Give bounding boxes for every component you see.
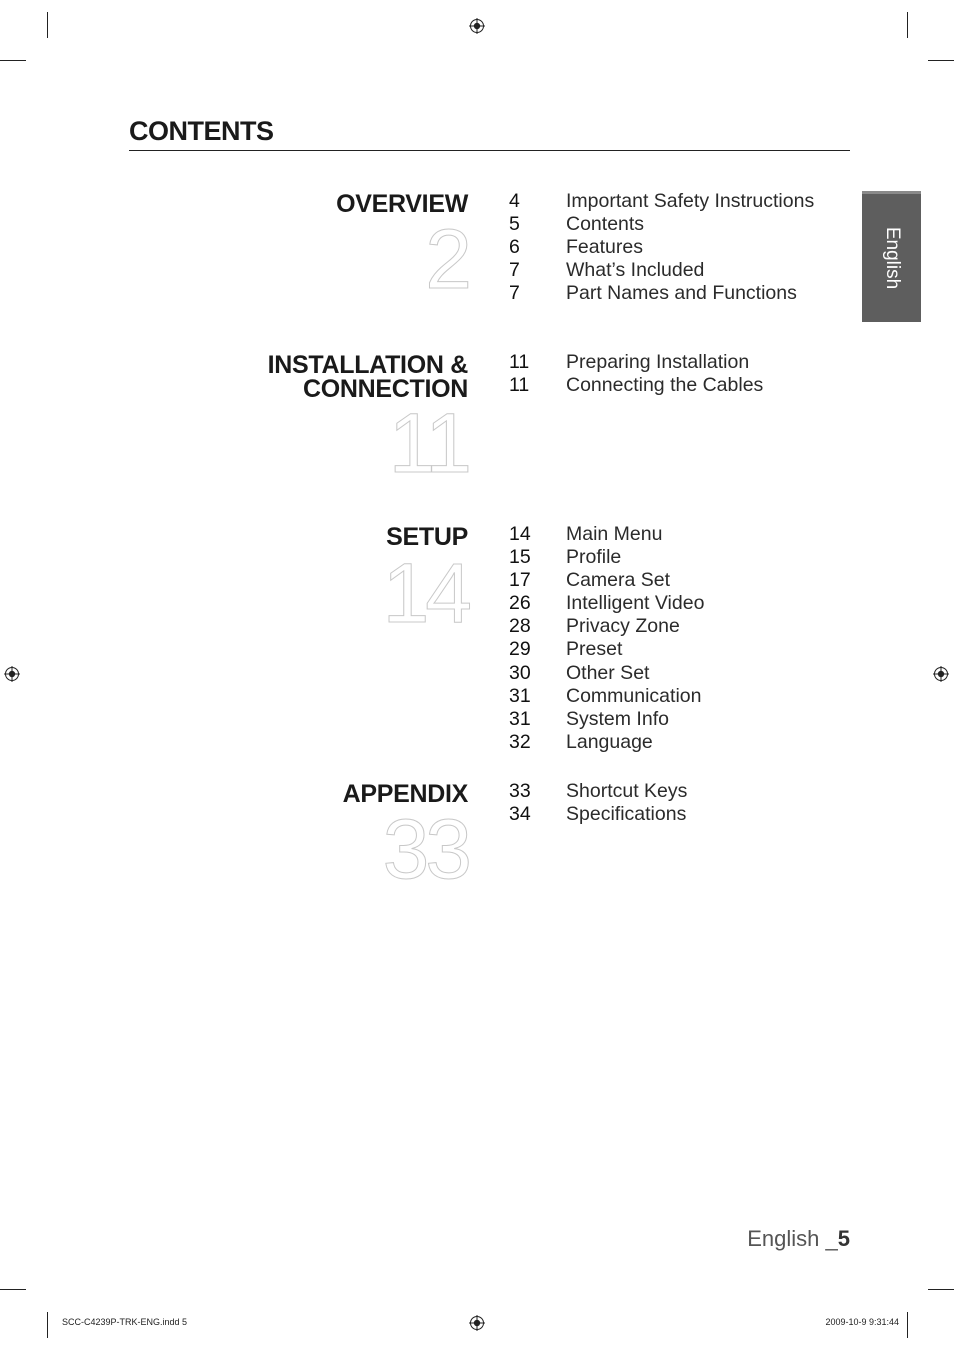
- slug-timestamp: 2009-10-9 9:31:44: [825, 1317, 899, 1327]
- crop-mark: [0, 1289, 26, 1290]
- toc-entry-title: Contents: [566, 213, 645, 236]
- section-title-line: INSTALLATION &: [267, 351, 468, 379]
- registration-mark-icon: [469, 1315, 485, 1331]
- toc-entry-title: Privacy Zone: [566, 615, 680, 638]
- toc-entry[interactable]: [509, 662, 704, 685]
- toc-list-appendix: [509, 780, 687, 826]
- toc-page-number: 14: [509, 523, 531, 545]
- toc-page-number: 31: [509, 707, 531, 730]
- toc-page-number: 6: [509, 236, 520, 259]
- toc-entry[interactable]: [509, 546, 704, 569]
- toc-entry-title: Preset: [566, 638, 623, 661]
- toc-entry[interactable]: [509, 523, 704, 546]
- toc-page-number: 26: [509, 592, 531, 615]
- toc-entry-title: What’s Included: [566, 259, 705, 282]
- toc-entry[interactable]: [509, 259, 814, 282]
- toc-entry-title: Camera Set: [566, 569, 671, 592]
- crop-mark: [47, 1312, 48, 1338]
- section-title-line: CONNECTION: [302, 375, 468, 403]
- toc-page-number: 29: [509, 638, 531, 661]
- toc-entry[interactable]: [509, 803, 687, 826]
- toc-page-number: 30: [509, 661, 531, 684]
- toc-entry[interactable]: [509, 190, 814, 213]
- toc-entry-title: Shortcut Keys: [566, 780, 688, 802]
- crop-mark: [907, 12, 908, 38]
- toc-entry[interactable]: [509, 282, 814, 305]
- toc-page-number: 11: [509, 351, 530, 373]
- toc-page-number: 28: [509, 615, 531, 638]
- footer-page-label: [747, 1226, 850, 1252]
- slug-filename: SCC-C4239P-TRK-ENG.indd 5: [62, 1317, 188, 1327]
- page-title: CONTENTS: [129, 116, 274, 146]
- section-title-line: APPENDIX: [342, 780, 468, 808]
- toc-entry[interactable]: [509, 780, 687, 803]
- toc-entry-title: Connecting the Cables: [566, 374, 764, 397]
- toc-page-number: 34: [509, 803, 531, 826]
- toc-page-number: 32: [509, 730, 531, 753]
- toc-entry[interactable]: [509, 615, 704, 638]
- toc-entry[interactable]: [509, 592, 704, 615]
- crop-mark: [928, 60, 954, 61]
- toc-entry[interactable]: [509, 351, 763, 374]
- section-title-installation: [268, 353, 468, 401]
- footer-page-number: 5: [837, 1226, 850, 1251]
- toc-entry[interactable]: [509, 708, 704, 731]
- toc-list-setup: [509, 523, 704, 754]
- toc-page-number: 7: [509, 259, 520, 282]
- toc-page-number: 15: [509, 546, 531, 569]
- toc-entry-title: System Info: [566, 707, 669, 730]
- toc-page-number: 7: [509, 282, 520, 305]
- crop-mark: [47, 12, 48, 38]
- toc-entry[interactable]: [509, 374, 763, 397]
- toc-entry[interactable]: [509, 638, 704, 661]
- crop-mark: [907, 1312, 908, 1338]
- section-start-page-overview: 2: [425, 212, 468, 306]
- language-tab: [862, 191, 921, 322]
- toc-entry-title: Main Menu: [566, 523, 663, 545]
- toc-entry-title: Features: [566, 236, 643, 259]
- title-divider: [129, 150, 850, 151]
- section-title-line: SETUP: [386, 523, 468, 551]
- footer-language: English _: [747, 1226, 838, 1251]
- toc-page-number: 11: [509, 374, 530, 397]
- section-start-page-setup: 14: [382, 546, 468, 640]
- toc-list-overview: [509, 190, 814, 305]
- registration-mark-icon: [933, 666, 949, 682]
- registration-mark-icon: [469, 18, 485, 34]
- toc-entry-title: Important Safety Instructions: [566, 190, 815, 212]
- toc-entry[interactable]: [509, 685, 704, 708]
- toc-page-number: 5: [509, 213, 520, 236]
- crop-mark: [928, 1289, 954, 1290]
- toc-page-number: 4: [509, 190, 520, 212]
- toc-entry[interactable]: [509, 236, 814, 259]
- registration-mark-icon: [4, 666, 20, 682]
- toc-entry-title: Other Set: [566, 661, 650, 684]
- toc-entry-title: Profile: [566, 546, 622, 569]
- crop-mark: [0, 60, 26, 61]
- section-title-line: OVERVIEW: [336, 190, 468, 218]
- toc-list-installation: [509, 351, 763, 397]
- toc-entry-title: Communication: [566, 684, 702, 707]
- toc-entry-title: Intelligent Video: [566, 592, 705, 615]
- toc-page-number: 17: [509, 569, 531, 592]
- toc-entry[interactable]: [509, 569, 704, 592]
- toc-entry-title: Specifications: [566, 803, 687, 826]
- toc-page-number: 33: [509, 780, 531, 802]
- toc-entry-title: Language: [566, 730, 653, 753]
- section-start-page-installation: 11: [388, 396, 468, 490]
- toc-entry-title: Preparing Installation: [566, 351, 750, 373]
- section-start-page-appendix: 33: [382, 802, 468, 896]
- toc-entry[interactable]: [509, 213, 814, 236]
- toc-entry[interactable]: [509, 731, 704, 754]
- toc-page-number: 31: [509, 684, 531, 707]
- toc-entry-title: Part Names and Functions: [566, 282, 797, 305]
- language-tab-label: English: [881, 226, 903, 290]
